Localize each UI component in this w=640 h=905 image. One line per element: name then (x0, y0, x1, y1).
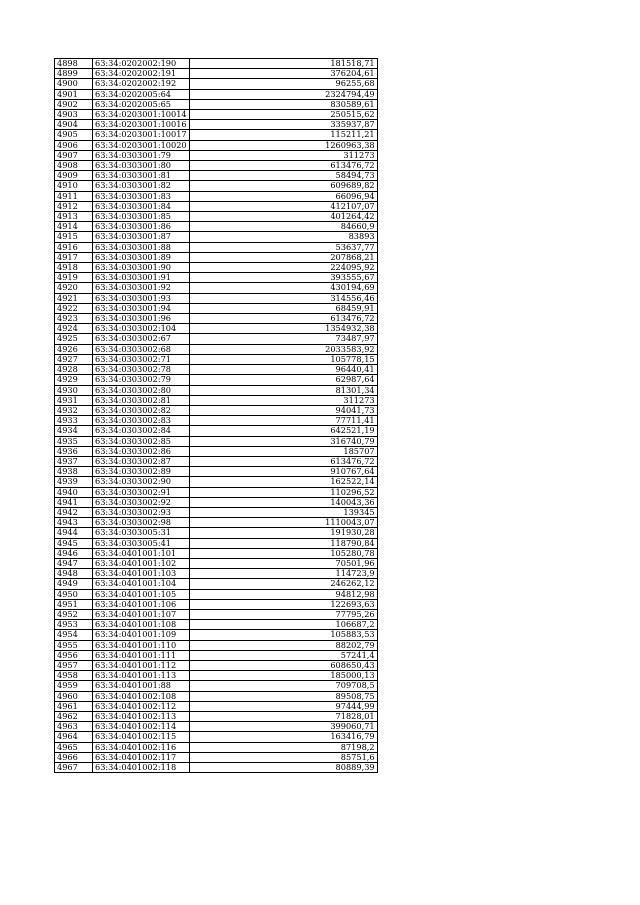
cadastral-number-cell: 63:34:0303001:87 (93, 232, 190, 242)
value-cell: 311273 (189, 395, 377, 405)
row-number-cell: 4964 (55, 732, 93, 742)
cadastral-number-cell: 63:34:0203001:10020 (93, 140, 190, 150)
cadastral-number-cell: 63:34:0303002:90 (93, 477, 190, 487)
cadastral-number-cell: 63:34:0303002:98 (93, 518, 190, 528)
row-number-cell: 4932 (55, 405, 93, 415)
cadastral-number-cell: 63:34:0303001:83 (93, 191, 190, 201)
value-cell: 94812,98 (189, 589, 377, 599)
row-number-cell: 4904 (55, 120, 93, 130)
table-row (55, 538, 378, 548)
value-cell: 77795,26 (189, 609, 377, 619)
cadastral-number-cell: 63:34:0303002:93 (93, 507, 190, 517)
table-row (55, 283, 378, 293)
table-row (55, 681, 378, 691)
table-row (55, 671, 378, 681)
row-number-cell: 4953 (55, 620, 93, 630)
cadastral-number-cell: 63:34:0303001:86 (93, 222, 190, 232)
cadastral-number-cell: 63:34:0401001:109 (93, 630, 190, 640)
table-row (55, 456, 378, 466)
value-cell: 89508,75 (189, 691, 377, 701)
table-row (55, 722, 378, 732)
value-cell: 613476,72 (189, 456, 377, 466)
cadastral-number-cell: 63:34:0203001:10014 (93, 110, 190, 120)
value-cell: 62987,64 (189, 375, 377, 385)
value-cell: 335937,87 (189, 120, 377, 130)
table-row (55, 609, 378, 619)
row-number-cell: 4946 (55, 548, 93, 558)
table-row (55, 314, 378, 324)
table-row (55, 69, 378, 79)
table-row (55, 150, 378, 160)
cadastral-number-cell: 63:34:0401002:117 (93, 752, 190, 762)
value-cell: 311273 (189, 150, 377, 160)
cadastral-number-cell: 63:34:0202002:190 (93, 59, 190, 69)
table-row (55, 375, 378, 385)
value-cell: 207868,21 (189, 252, 377, 262)
table-row (55, 232, 378, 242)
cadastral-number-cell: 63:34:0401001:88 (93, 681, 190, 691)
row-number-cell: 4947 (55, 558, 93, 568)
table-row (55, 303, 378, 313)
cadastral-number-cell: 63:34:0303001:80 (93, 161, 190, 171)
table-row (55, 222, 378, 232)
cadastral-number-cell: 63:34:0303005:41 (93, 538, 190, 548)
row-number-cell: 4916 (55, 242, 93, 252)
table-row (55, 558, 378, 568)
cadastral-number-cell: 63:34:0303002:86 (93, 446, 190, 456)
cadastral-number-cell: 63:34:0401001:101 (93, 548, 190, 558)
table-row (55, 79, 378, 89)
row-number-cell: 4955 (55, 640, 93, 650)
cadastral-number-cell: 63:34:0401001:108 (93, 620, 190, 630)
value-cell: 94041,73 (189, 405, 377, 415)
table-row (55, 701, 378, 711)
row-number-cell: 4903 (55, 110, 93, 120)
row-number-cell: 4960 (55, 691, 93, 701)
table-row (55, 273, 378, 283)
row-number-cell: 4911 (55, 191, 93, 201)
row-number-cell: 4908 (55, 161, 93, 171)
row-number-cell: 4949 (55, 579, 93, 589)
cadastral-number-cell: 63:34:0401001:106 (93, 599, 190, 609)
cadastral-number-cell: 63:34:0202002:191 (93, 69, 190, 79)
table-row (55, 201, 378, 211)
value-cell: 642521,19 (189, 426, 377, 436)
row-number-cell: 4910 (55, 181, 93, 191)
table-row (55, 467, 378, 477)
table-row (55, 242, 378, 252)
table-row (55, 365, 378, 375)
cadastral-number-cell: 63:34:0303001:91 (93, 273, 190, 283)
cadastral-number-cell: 63:34:0202005:64 (93, 89, 190, 99)
cadastral-number-cell: 63:34:0203001:10017 (93, 130, 190, 140)
value-cell: 66096,94 (189, 191, 377, 201)
value-cell: 401264,42 (189, 212, 377, 222)
value-cell: 80889,39 (189, 763, 377, 773)
value-cell: 122693,63 (189, 599, 377, 609)
row-number-cell: 4958 (55, 671, 93, 681)
table-row (55, 518, 378, 528)
table-row (55, 660, 378, 670)
table-row (55, 650, 378, 660)
row-number-cell: 4913 (55, 212, 93, 222)
value-cell: 162522,14 (189, 477, 377, 487)
row-number-cell: 4933 (55, 416, 93, 426)
cadastral-number-cell: 63:34:0303001:82 (93, 181, 190, 191)
cadastral-number-cell: 63:34:0303002:83 (93, 416, 190, 426)
value-cell: 68459,91 (189, 303, 377, 313)
cadastral-number-cell: 63:34:0202005:65 (93, 99, 190, 109)
cadastral-number-cell: 63:34:0303001:84 (93, 201, 190, 211)
cadastral-number-cell: 63:34:0303001:88 (93, 242, 190, 252)
row-number-cell: 4959 (55, 681, 93, 691)
cadastral-number-cell: 63:34:0303002:68 (93, 344, 190, 354)
table-row (55, 742, 378, 752)
value-cell: 105280,78 (189, 548, 377, 558)
row-number-cell: 4939 (55, 477, 93, 487)
table-row (55, 99, 378, 109)
table-row (55, 89, 378, 99)
row-number-cell: 4918 (55, 263, 93, 273)
value-cell: 140043,36 (189, 497, 377, 507)
cadastral-number-cell: 63:34:0303001:92 (93, 283, 190, 293)
cadastral-number-cell: 63:34:0401002:114 (93, 722, 190, 732)
cadastral-number-cell: 63:34:0401002:115 (93, 732, 190, 742)
table-row (55, 293, 378, 303)
table-row (55, 395, 378, 405)
value-cell: 77711,41 (189, 416, 377, 426)
table-row (55, 712, 378, 722)
value-cell: 1354932,38 (189, 324, 377, 334)
cadastral-number-cell: 63:34:0203001:10016 (93, 120, 190, 130)
cadastral-number-cell: 63:34:0401002:116 (93, 742, 190, 752)
table-row (55, 324, 378, 334)
value-cell: 71828,01 (189, 712, 377, 722)
value-cell: 96255,68 (189, 79, 377, 89)
table-row (55, 732, 378, 742)
value-cell: 430194,69 (189, 283, 377, 293)
value-cell: 73487,97 (189, 334, 377, 344)
row-number-cell: 4937 (55, 456, 93, 466)
row-number-cell: 4943 (55, 518, 93, 528)
table-row (55, 436, 378, 446)
table-row (55, 171, 378, 181)
row-number-cell: 4930 (55, 385, 93, 395)
row-number-cell: 4924 (55, 324, 93, 334)
table-row (55, 477, 378, 487)
cadastral-number-cell: 63:34:0401002:113 (93, 712, 190, 722)
cadastral-number-cell: 63:34:0401001:111 (93, 650, 190, 660)
value-cell: 246262,12 (189, 579, 377, 589)
table-row (55, 446, 378, 456)
value-cell: 70501,96 (189, 558, 377, 568)
row-number-cell: 4901 (55, 89, 93, 99)
cadastral-number-cell: 63:34:0401001:112 (93, 660, 190, 670)
table-row (55, 691, 378, 701)
row-number-cell: 4914 (55, 222, 93, 232)
cadastral-number-cell: 63:34:0303001:79 (93, 150, 190, 160)
value-cell: 105778,15 (189, 354, 377, 364)
row-number-cell: 4961 (55, 701, 93, 711)
cadastral-number-cell: 63:34:0303002:79 (93, 375, 190, 385)
value-cell: 83893 (189, 232, 377, 242)
table-row (55, 426, 378, 436)
value-cell: 97444,99 (189, 701, 377, 711)
table-row (55, 212, 378, 222)
value-cell: 114723,9 (189, 569, 377, 579)
row-number-cell: 4942 (55, 507, 93, 517)
row-number-cell: 4967 (55, 763, 93, 773)
row-number-cell: 4927 (55, 354, 93, 364)
table-row (55, 140, 378, 150)
cadastral-number-cell: 63:34:0303002:82 (93, 405, 190, 415)
cadastral-value-table (54, 58, 378, 773)
row-number-cell: 4912 (55, 201, 93, 211)
row-number-cell: 4941 (55, 497, 93, 507)
value-cell: 115211,21 (189, 130, 377, 140)
cadastral-number-cell: 63:34:0303001:89 (93, 252, 190, 262)
table-row (55, 487, 378, 497)
value-cell: 85751,6 (189, 752, 377, 762)
row-number-cell: 4898 (55, 59, 93, 69)
row-number-cell: 4935 (55, 436, 93, 446)
table-row (55, 620, 378, 630)
value-cell: 1260963,38 (189, 140, 377, 150)
cadastral-number-cell: 63:34:0303002:85 (93, 436, 190, 446)
value-cell: 613476,72 (189, 161, 377, 171)
row-number-cell: 4938 (55, 467, 93, 477)
value-cell: 910767,64 (189, 467, 377, 477)
table-row (55, 507, 378, 517)
row-number-cell: 4954 (55, 630, 93, 640)
value-cell: 709708,5 (189, 681, 377, 691)
row-number-cell: 4963 (55, 722, 93, 732)
row-number-cell: 4925 (55, 334, 93, 344)
value-cell: 393555,67 (189, 273, 377, 283)
table-row (55, 161, 378, 171)
cadastral-number-cell: 63:34:0401001:104 (93, 579, 190, 589)
table-row (55, 569, 378, 579)
row-number-cell: 4909 (55, 171, 93, 181)
cadastral-number-cell: 63:34:0303002:71 (93, 354, 190, 364)
cadastral-number-cell: 63:34:0303005:31 (93, 528, 190, 538)
cadastral-number-cell: 63:34:0303002:81 (93, 395, 190, 405)
table-row (55, 181, 378, 191)
table-row (55, 599, 378, 609)
table-row (55, 416, 378, 426)
table-row (55, 752, 378, 762)
row-number-cell: 4906 (55, 140, 93, 150)
row-number-cell: 4922 (55, 303, 93, 313)
value-cell: 110296,52 (189, 487, 377, 497)
cadastral-number-cell: 63:34:0401001:110 (93, 640, 190, 650)
row-number-cell: 4948 (55, 569, 93, 579)
table-row (55, 191, 378, 201)
row-number-cell: 4928 (55, 365, 93, 375)
value-cell: 163416,79 (189, 732, 377, 742)
table-row (55, 497, 378, 507)
value-cell: 376204,61 (189, 69, 377, 79)
table-row (55, 354, 378, 364)
cadastral-number-cell: 63:34:0401001:107 (93, 609, 190, 619)
row-number-cell: 4921 (55, 293, 93, 303)
cadastral-number-cell: 63:34:0303002:78 (93, 365, 190, 375)
table-row (55, 528, 378, 538)
table-row (55, 763, 378, 773)
value-cell: 84660,9 (189, 222, 377, 232)
value-cell: 118790,84 (189, 538, 377, 548)
row-number-cell: 4907 (55, 150, 93, 160)
value-cell: 58494,73 (189, 171, 377, 181)
value-cell: 250515,62 (189, 110, 377, 120)
value-cell: 53637,77 (189, 242, 377, 252)
table-row (55, 630, 378, 640)
value-cell: 96440,41 (189, 365, 377, 375)
row-number-cell: 4951 (55, 599, 93, 609)
value-cell: 2033583,92 (189, 344, 377, 354)
cadastral-number-cell: 63:34:0303002:91 (93, 487, 190, 497)
table-row (55, 385, 378, 395)
row-number-cell: 4952 (55, 609, 93, 619)
row-number-cell: 4915 (55, 232, 93, 242)
value-cell: 314556,46 (189, 293, 377, 303)
cadastral-number-cell: 63:34:0303001:81 (93, 171, 190, 181)
row-number-cell: 4926 (55, 344, 93, 354)
cadastral-number-cell: 63:34:0303002:67 (93, 334, 190, 344)
row-number-cell: 4934 (55, 426, 93, 436)
table-row (55, 120, 378, 130)
table-row (55, 589, 378, 599)
cadastral-number-cell: 63:34:0303001:93 (93, 293, 190, 303)
value-cell: 609689,82 (189, 181, 377, 191)
value-cell: 224095,92 (189, 263, 377, 273)
row-number-cell: 4923 (55, 314, 93, 324)
cadastral-number-cell: 63:34:0401001:113 (93, 671, 190, 681)
row-number-cell: 4950 (55, 589, 93, 599)
row-number-cell: 4956 (55, 650, 93, 660)
table-row (55, 405, 378, 415)
value-cell: 81301,34 (189, 385, 377, 395)
cadastral-number-cell: 63:34:0202002:192 (93, 79, 190, 89)
row-number-cell: 4919 (55, 273, 93, 283)
value-cell: 185000,13 (189, 671, 377, 681)
value-cell: 608650,43 (189, 660, 377, 670)
row-number-cell: 4905 (55, 130, 93, 140)
row-number-cell: 4902 (55, 99, 93, 109)
table-body (55, 59, 378, 773)
cadastral-number-cell: 63:34:0401001:105 (93, 589, 190, 599)
value-cell: 191930,28 (189, 528, 377, 538)
table-row (55, 640, 378, 650)
row-number-cell: 4945 (55, 538, 93, 548)
table-row (55, 130, 378, 140)
table-row (55, 252, 378, 262)
value-cell: 185707 (189, 446, 377, 456)
row-number-cell: 4957 (55, 660, 93, 670)
cadastral-number-cell: 63:34:0401001:102 (93, 558, 190, 568)
table-row (55, 334, 378, 344)
value-cell: 399060,71 (189, 722, 377, 732)
row-number-cell: 4962 (55, 712, 93, 722)
value-cell: 2324794,49 (189, 89, 377, 99)
row-number-cell: 4917 (55, 252, 93, 262)
cadastral-number-cell: 63:34:0401002:112 (93, 701, 190, 711)
value-cell: 316740,79 (189, 436, 377, 446)
cadastral-number-cell: 63:34:0401001:103 (93, 569, 190, 579)
row-number-cell: 4940 (55, 487, 93, 497)
table-row (55, 548, 378, 558)
cadastral-number-cell: 63:34:0303002:80 (93, 385, 190, 395)
cadastral-number-cell: 63:34:0303001:96 (93, 314, 190, 324)
row-number-cell: 4966 (55, 752, 93, 762)
value-cell: 412107,07 (189, 201, 377, 211)
row-number-cell: 4899 (55, 69, 93, 79)
cadastral-number-cell: 63:34:0303002:84 (93, 426, 190, 436)
cadastral-number-cell: 63:34:0401002:118 (93, 763, 190, 773)
table-row (55, 344, 378, 354)
cadastral-number-cell: 63:34:0401002:108 (93, 691, 190, 701)
row-number-cell: 4944 (55, 528, 93, 538)
row-number-cell: 4920 (55, 283, 93, 293)
cadastral-number-cell: 63:34:0303002:92 (93, 497, 190, 507)
value-cell: 105883,53 (189, 630, 377, 640)
row-number-cell: 4931 (55, 395, 93, 405)
value-cell: 87198,2 (189, 742, 377, 752)
cadastral-number-cell: 63:34:0303001:90 (93, 263, 190, 273)
row-number-cell: 4965 (55, 742, 93, 752)
value-cell: 88202,79 (189, 640, 377, 650)
row-number-cell: 4900 (55, 79, 93, 89)
value-cell: 106687,2 (189, 620, 377, 630)
cadastral-number-cell: 63:34:0303001:85 (93, 212, 190, 222)
table-row (55, 263, 378, 273)
table-row (55, 579, 378, 589)
table-row (55, 59, 378, 69)
cadastral-number-cell: 63:34:0303002:89 (93, 467, 190, 477)
value-cell: 57241,4 (189, 650, 377, 660)
value-cell: 139345 (189, 507, 377, 517)
value-cell: 1110043,07 (189, 518, 377, 528)
value-cell: 830589,61 (189, 99, 377, 109)
row-number-cell: 4929 (55, 375, 93, 385)
cadastral-number-cell: 63:34:0303002:104 (93, 324, 190, 334)
value-cell: 181518,71 (189, 59, 377, 69)
table-row (55, 110, 378, 120)
row-number-cell: 4936 (55, 446, 93, 456)
cadastral-number-cell: 63:34:0303002:87 (93, 456, 190, 466)
value-cell: 613476,72 (189, 314, 377, 324)
cadastral-number-cell: 63:34:0303001:94 (93, 303, 190, 313)
